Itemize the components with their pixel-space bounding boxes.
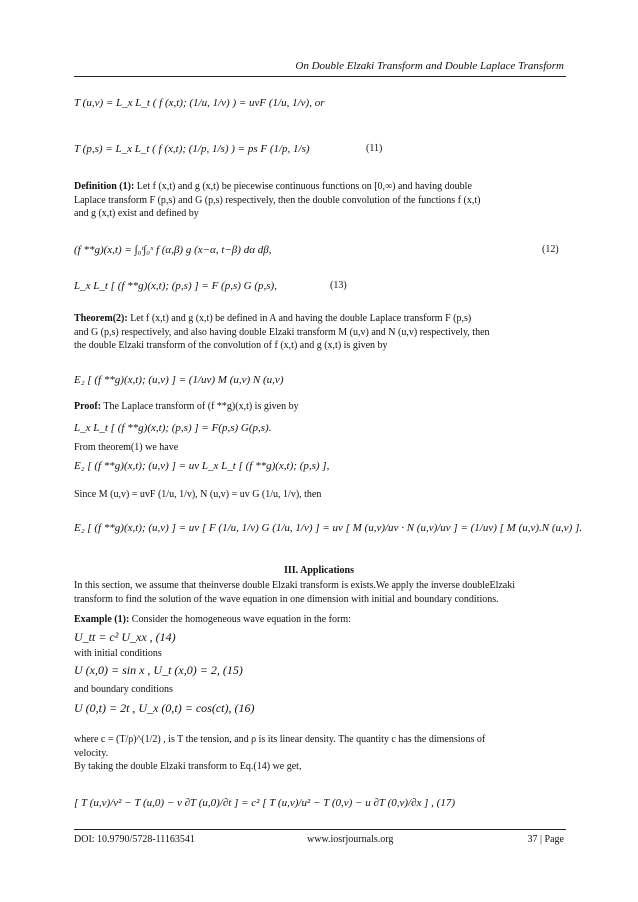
proof-label: Proof: <box>74 401 102 412</box>
theorem-2-line-2: and G (p,s) respectively, and also having double Elzaki transform M (u,v) and N (u,v) respectively, then <box>74 326 490 338</box>
section-title-applications: III. Applications <box>283 565 355 576</box>
proof-equation-3-text: E₂ [ (f **g)(x,t); (u,v) ] = uv [ F (1/u, 1/v) G (1/u, 1/v) ] = uv [ M (u,v)/uv · N (u,v)/uv ] = (1/uv) [ M (u,v).N (u,v) ]. <box>74 522 583 534</box>
equation-10b <box>74 143 310 155</box>
footer-doi: DOI: 10.9790/5728-11163541 <box>74 834 195 845</box>
proof-since-text: Since M (u,v) = uvF (1/u, 1/v), N (u,v) = uv G (1/u, 1/v), then <box>74 489 322 500</box>
definition-1-line-3: and g (x,t) exist and defined by <box>74 208 199 219</box>
example-1-intro <box>74 614 351 626</box>
equation-15: U (x,0) = sin x , U_t (x,0) = 2, (15) <box>74 663 243 677</box>
equation-10a <box>74 97 324 109</box>
equation-number-11: (11) <box>366 143 383 154</box>
theorem-2-label: Theorem(2): <box>74 313 128 324</box>
initial-conditions-text: with initial conditions <box>74 648 162 659</box>
proof-equation-2-text: E₂ [ (f **g)(x,t); (u,v) ] = uv L_x L_t [ (f **g)(x,t); (p,s) ], <box>74 460 330 472</box>
header-rule <box>74 76 566 77</box>
proof-equation-2 <box>74 460 329 472</box>
equation-17: [ T (u,v)/v² − T (u,0) − v ∂T (u,0)/∂t ] = c² [ T (u,v)/u² − T (0,v) − u ∂T (0,v)/∂x ] , (17) <box>74 797 456 809</box>
footer-rule <box>74 829 566 830</box>
equation-13 <box>74 280 277 292</box>
definition-1-line-1: Let f (x,t) and g (x,t) be piecewise continuous functions on [0,∞) and having double <box>136 181 472 192</box>
where-text: where c = (T/ρ)^(1/2) , is T the tension, and ρ is its linear density. The quantity c has the dimensions of <box>74 734 486 745</box>
proof-equation-1 <box>74 422 271 434</box>
footer-page: 37 | Page <box>527 834 564 845</box>
proof-text-2: From theorem(1) we have <box>74 442 179 453</box>
footer-site: www.iosrjournals.org <box>307 834 394 845</box>
theorem-2-equation <box>74 374 283 386</box>
theorem-2 <box>74 312 566 353</box>
section-3-line-1: In this section, we assume that theinverse double Elzaki transform is exists.We apply the inverse doubleElzaki <box>74 580 516 591</box>
proof-since-line <box>74 489 321 501</box>
example-1-label: Example (1): <box>74 614 130 625</box>
theorem-2-line-1: Let f (x,t) and g (x,t) be defined in A and having the double Laplace transform F (p,s) <box>130 313 472 324</box>
running-header: On Double Elzaki Transform and Double Laplace Transform <box>295 60 564 72</box>
proof-intro-text: The Laplace transform of (f **g)(x,t) is given by <box>103 401 299 412</box>
theorem-2-equation-text: E₂ [ (f **g)(x,t); (u,v) ] = (1/uv) M (u,v) N (u,v) <box>74 374 284 386</box>
theorem-2-line-3: the double Elzaki transform of the convolution of f (x,t) and g (x,t) is given by <box>74 340 388 351</box>
equation-13-text: L_x L_t [ (f **g)(x,t); (p,s) ] = F (p,s) G (p,s), <box>74 280 277 292</box>
proof-equation-1-text: L_x L_t [ (f **g)(x,t); (p,s) ] = F(p,s) G(p,s). <box>74 422 272 434</box>
velocity-text: velocity. <box>74 747 109 759</box>
section-3-line-2: transform to find the solution of the wave equation in one dimension with initial and boundary conditions. <box>74 593 499 605</box>
equation-14: U_tt = c² U_xx , (14) <box>74 630 176 644</box>
proof-equation-3 <box>74 522 582 534</box>
elzaki-transform-text: By taking the double Elzaki transform to Eq.(14) we get, <box>74 761 302 772</box>
equation-number-12: (12) <box>542 244 559 255</box>
equation-number-13: (13) <box>330 280 347 291</box>
boundary-conditions-text: and boundary conditions <box>74 684 173 695</box>
section-3-intro <box>74 579 566 606</box>
equation-12-text: (f **g)(x,t) = ∫₀ᵗ∫₀ˣ f (α,β) g (x−α, t−β) dα dβ, <box>74 244 272 256</box>
proof-intro <box>74 401 299 413</box>
example-1-intro-text: Consider the homogeneous wave equation in the form: <box>131 614 351 625</box>
equation-12 <box>74 244 271 256</box>
definition-1-line-2: Laplace transform F (p,s) and G (p,s) respectively, then the double convolution of the functions f (x,t) <box>74 194 481 206</box>
equation-10a-text: T (u,v) = L_x L_t ( f (x,t); (1/u, 1/v) ) = uvF (1/u, 1/v), or <box>74 97 325 109</box>
equation-10b-text: T (p,s) = L_x L_t ( f (x,t); (1/p, 1/s) ) = ps F (1/p, 1/s) <box>74 143 310 155</box>
where-paragraph <box>74 733 566 774</box>
definition-1 <box>74 180 566 221</box>
equation-16: U (0,t) = 2t , U_x (0,t) = cos(ct), (16) <box>74 701 255 715</box>
definition-1-label: Definition (1): <box>74 181 135 192</box>
